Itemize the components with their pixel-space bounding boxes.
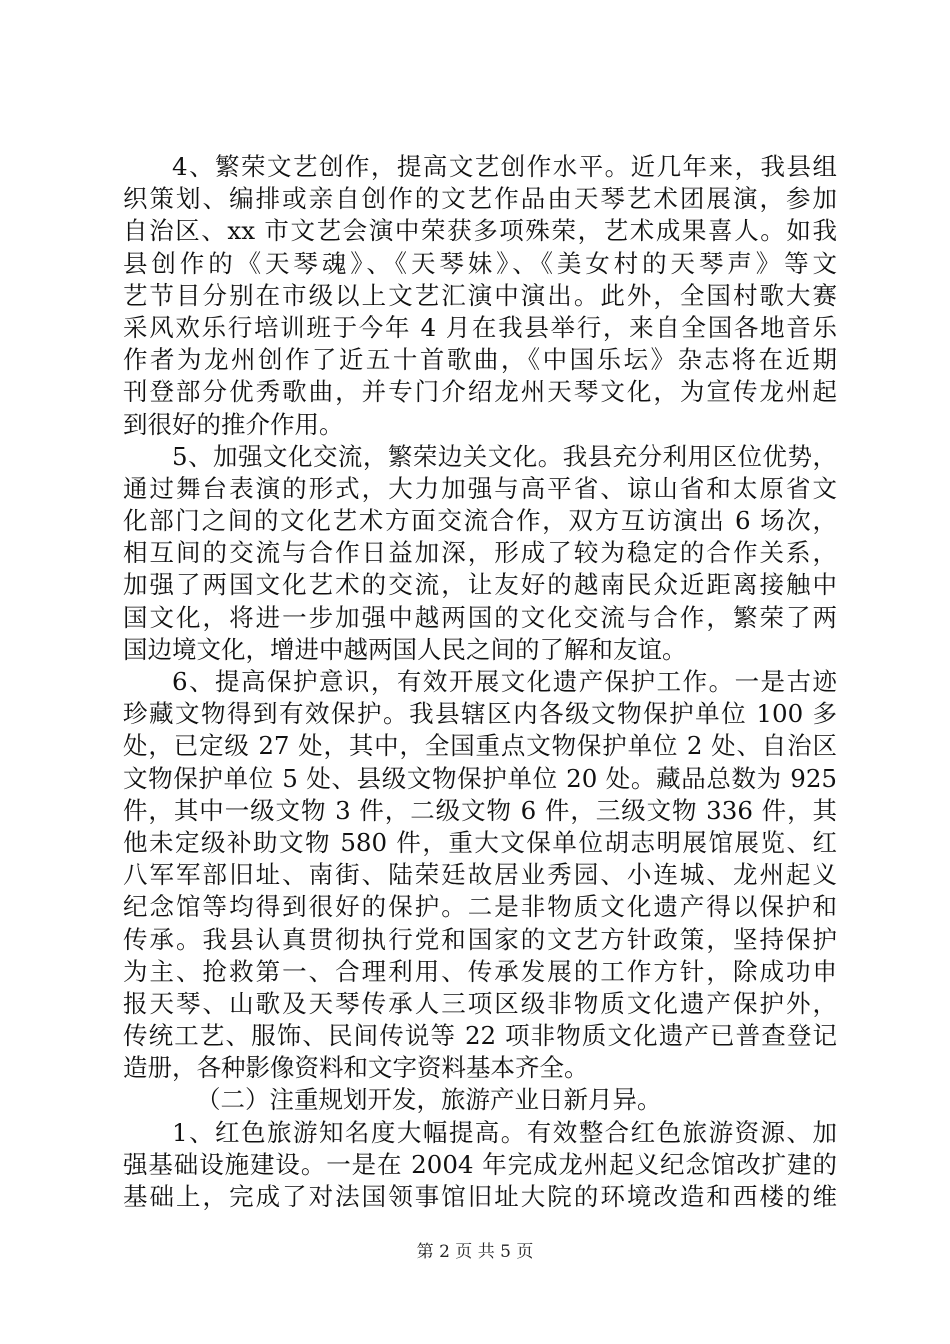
paragraph-6-line: 文物保护单位 5 处、县级文物保护单位 20 处。藏品总数为 925 bbox=[123, 763, 837, 793]
paragraph-6-line: 为主、抢救第一、合理利用、传承发展的工作方针，除成功申 bbox=[123, 956, 837, 986]
paragraph-6-line: 造册，各种影像资料和文字资料基本齐全。 bbox=[123, 1053, 589, 1083]
paragraph-4-line: 织策划、编排或亲自创作的文艺作品由天琴艺术团展演，参加 bbox=[123, 184, 837, 214]
paragraph-5-line: 化部门之间的文化艺术方面交流合作，双方互访演出 6 场次， bbox=[123, 506, 837, 536]
page-number-footer: 第 2 页 共 5 页 bbox=[416, 1242, 534, 1262]
paragraph-6-line: 纪念馆等均得到很好的保护。二是非物质文化遗产得以保护和 bbox=[123, 892, 837, 922]
paragraph-4-line: 自治区、xx 市文艺会演中荣获多项殊荣，艺术成果喜人。如我 bbox=[123, 216, 837, 246]
paragraph-6-line: 件，其中一级文物 3 件，二级文物 6 件，三级文物 336 件，其 bbox=[123, 795, 837, 825]
document-body bbox=[123, 151, 837, 1213]
paragraph-6-line: 他未定级补助文物 580 件，重大文保单位胡志明展馆展览、红 bbox=[123, 827, 837, 857]
paragraph-4-line: 作者为龙州创作了近五十首歌曲，《中国乐坛》杂志将在近期 bbox=[123, 345, 837, 375]
paragraph-5-line: 相互间的交流与合作日益加深，形成了较为稳定的合作关系， bbox=[123, 538, 837, 568]
paragraph-1-line: 基础上，完成了对法国领事馆旧址大院的环境改造和西楼的维 bbox=[123, 1182, 837, 1211]
paragraph-1-line: 1、红色旅游知名度大幅提高。有效整合红色旅游资源、加 bbox=[172, 1117, 837, 1147]
paragraph-5-line: 通过舞台表演的形式，大力加强与高平省、谅山省和太原省文 bbox=[123, 473, 837, 503]
paragraph-6-line: 传承。我县认真贯彻执行党和国家的文艺方针政策，坚持保护 bbox=[123, 924, 837, 954]
paragraph-5-line: 国边境文化，增进中越两国人民之间的了解和友谊。 bbox=[123, 634, 687, 664]
paragraph-5-line: 国文化，将进一步加强中越两国的文化交流与合作，繁荣了两 bbox=[123, 602, 837, 632]
paragraph-4-line: 采风欢乐行培训班于今年 4 月在我县举行，来自全国各地音乐 bbox=[123, 312, 837, 342]
paragraph-6-line: 6、提高保护意识，有效开展文化遗产保护工作。一是古迹 bbox=[172, 667, 837, 696]
paragraph-4-line: 到很好的推介作用。 bbox=[123, 409, 344, 439]
paragraph-4-line: 县创作的《天琴魂》、《天琴妹》、《美女村的天琴声》等文 bbox=[123, 248, 837, 278]
paragraph-5-line: 5、加强文化交流，繁荣边关文化。我县充分利用区位优势， bbox=[172, 441, 837, 471]
paragraph-6-line: 报天琴、山歌及天琴传承人三项区级非物质文化遗产保护外， bbox=[123, 988, 837, 1018]
paragraph-6-line: 处，已定级 27 处，其中，全国重点文物保护单位 2 处、自治区 bbox=[123, 731, 837, 761]
paragraph-4-line: 4、繁荣文艺创作，提高文艺创作水平。近几年来，我县组 bbox=[172, 152, 837, 181]
paragraph-4-line: 刊登部分优秀歌曲，并专门介绍龙州天琴文化，为宣传龙州起 bbox=[123, 377, 837, 407]
paragraph-1-line: 强基础设施建设。一是在 2004 年完成龙州起义纪念馆改扩建的 bbox=[123, 1149, 837, 1179]
paragraph-6-line: 传统工艺、服饰、民间传说等 22 项非物质文化遗产已普查登记 bbox=[123, 1021, 837, 1051]
paragraph-4-line: 艺节目分别在市级以上文艺汇演中演出。此外，全国村歌大赛 bbox=[123, 280, 837, 310]
section-heading: （二）注重规划开发，旅游产业日新月异。 bbox=[196, 1085, 662, 1115]
paragraph-6-line: 八军军部旧址、南街、陆荣廷故居业秀园、小连城、龙州起义 bbox=[123, 860, 837, 890]
paragraph-6-line: 珍藏文物得到有效保护。我县辖区内各级文物保护单位 100 多 bbox=[123, 699, 837, 729]
paragraph-5-line: 加强了两国文化艺术的交流，让友好的越南民众近距离接触中 bbox=[123, 570, 837, 600]
